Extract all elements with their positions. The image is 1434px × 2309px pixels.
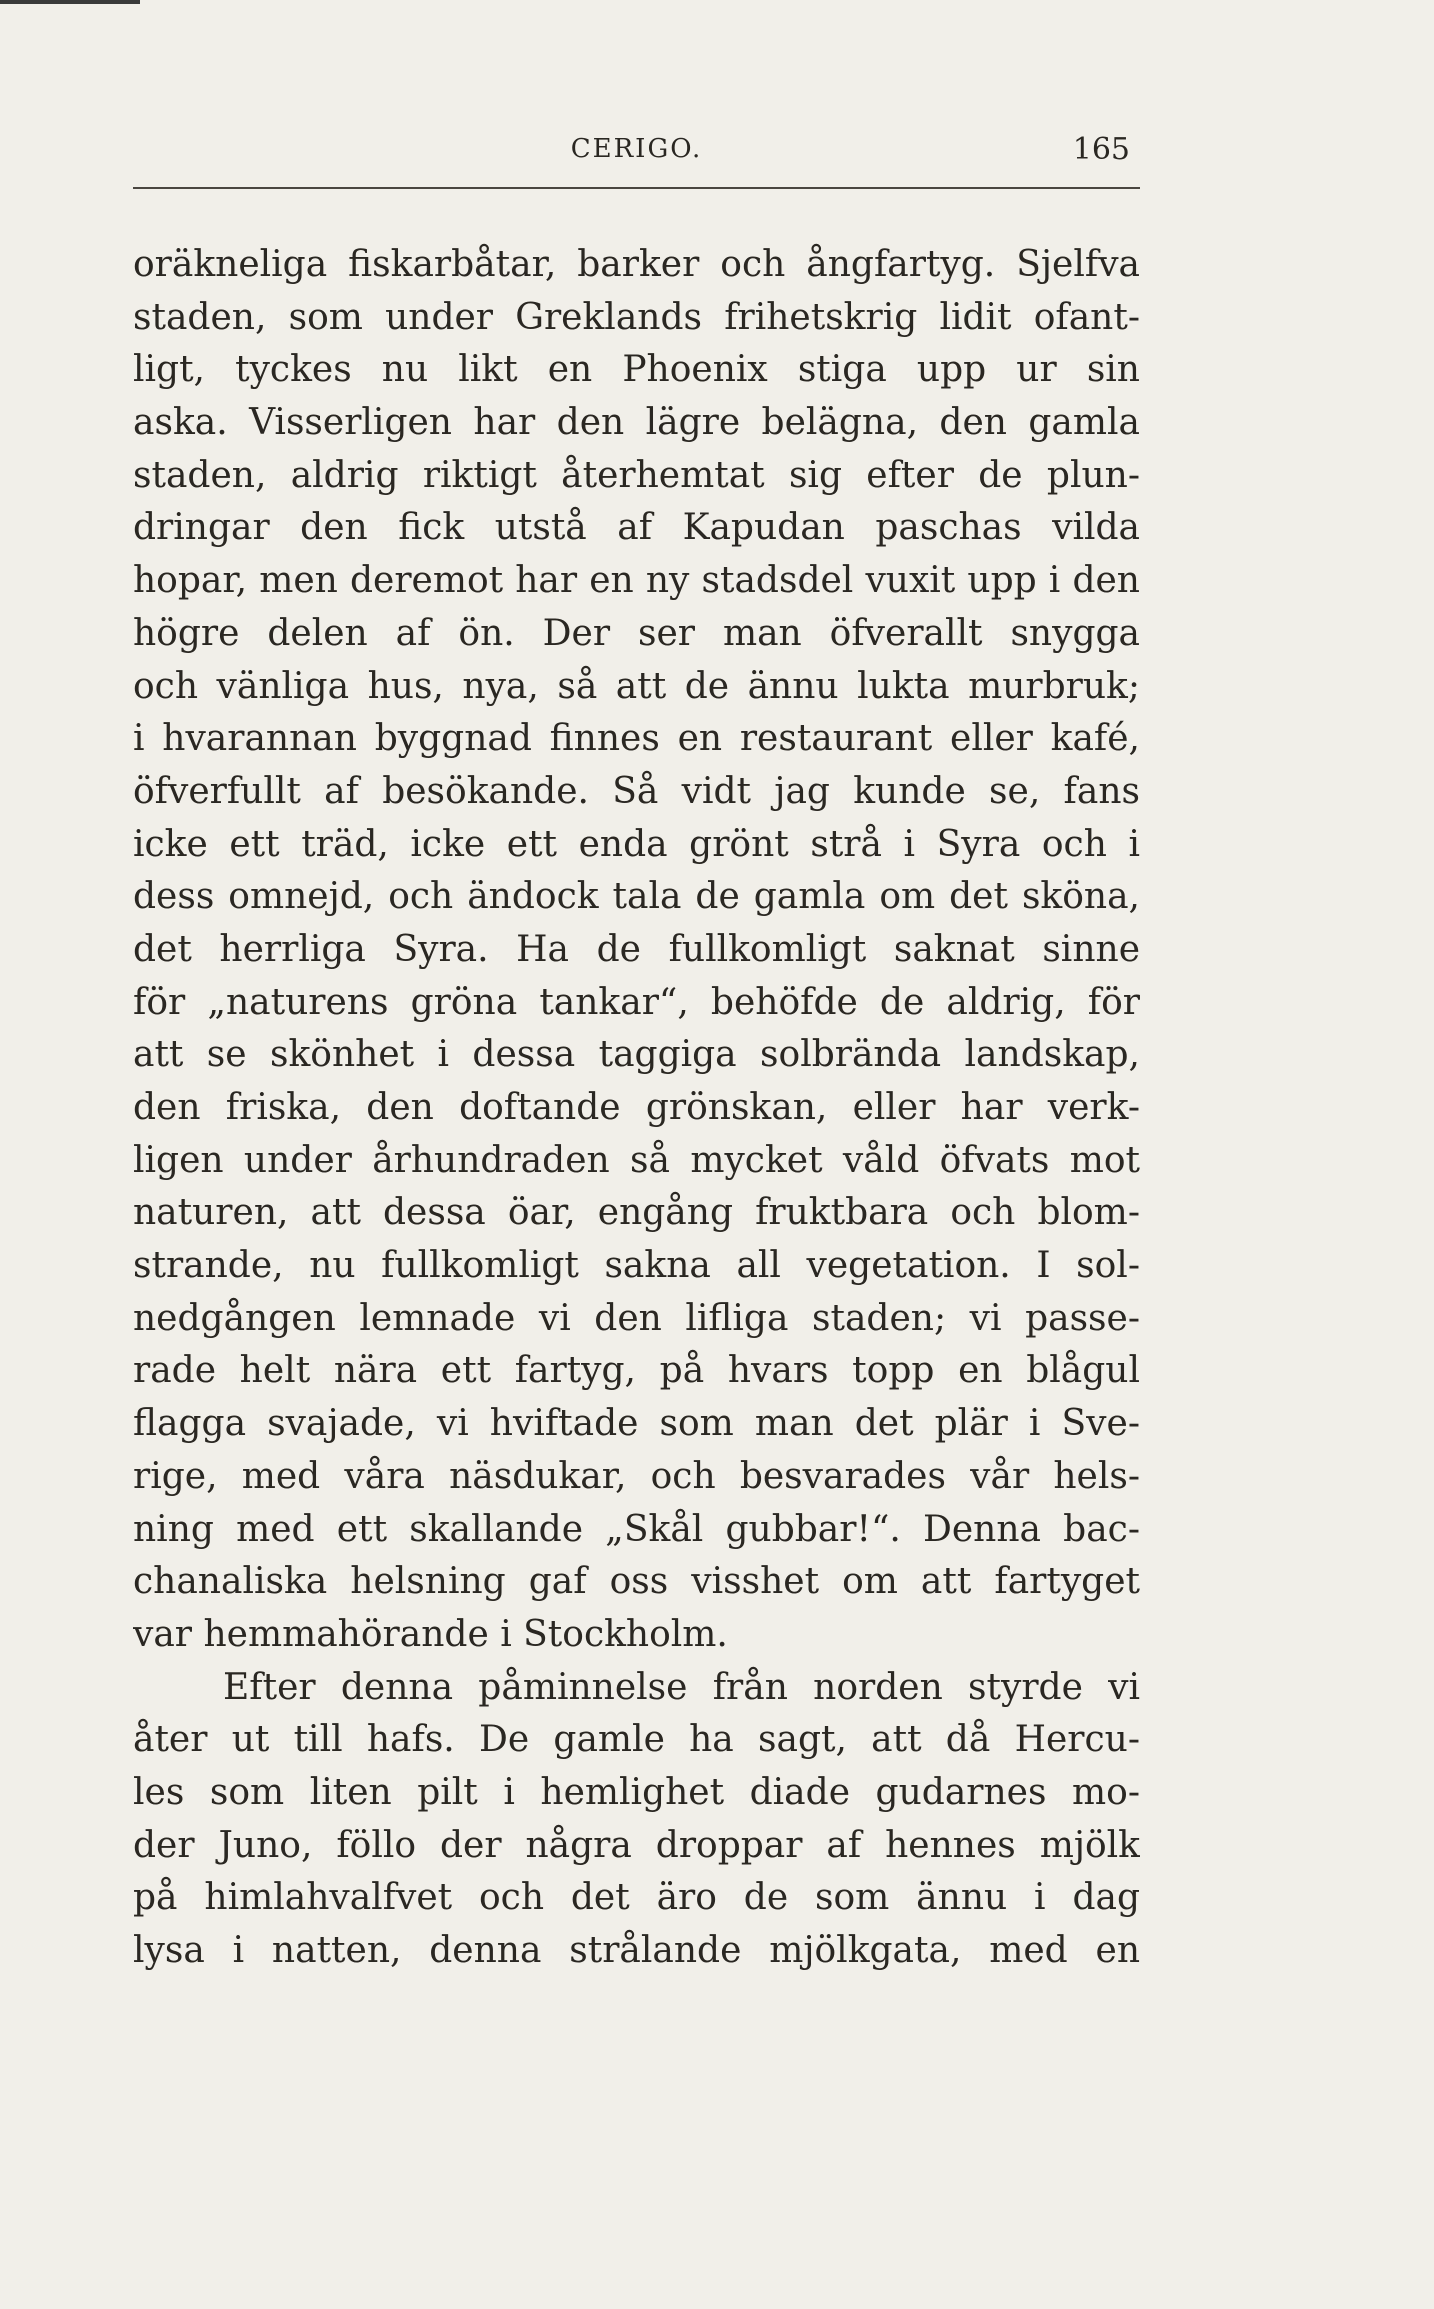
page-number: 165 (1072, 132, 1130, 167)
text-line: den friska, den doftande grönskan, eller har verk- (133, 1087, 1140, 1128)
text-line: lysa i natten, denna strålande mjölkgata, med en (133, 1930, 1140, 1971)
text-line: icke ett träd, icke ett enda grönt strå i Syra och i (133, 823, 1140, 865)
scan-edge-mark (0, 0, 140, 4)
text-line: staden, som under Greklands frihetskrig lidit ofant- (133, 296, 1140, 338)
text-line: staden, aldrig riktigt återhemtat sig efter de plun- (133, 454, 1140, 496)
text-line: oräkneliga fiskarbåtar, barker och ångfartyg. Sjelfva (133, 244, 1140, 285)
running-head: CERIGO. (570, 134, 703, 164)
text-line: aska. Visserligen har den lägre belägna, den gamla (133, 402, 1140, 444)
text-line: åter ut till hafs. De gamle ha sagt, att då Hercu- (133, 1719, 1140, 1761)
text-line: strande, nu fullkomligt sakna all vegetation. I sol- (133, 1245, 1140, 1287)
paragraph-start-line: Efter denna påminnelse från norden styrde vi (223, 1666, 1140, 1708)
text-line: rige, med våra näsdukar, och besvarades vår hels- (133, 1455, 1140, 1497)
text-line: och vänliga hus, nya, så att de ännu lukta murbruk; (133, 665, 1140, 707)
text-line: för „naturens gröna tankar“, behöfde de aldrig, för (133, 981, 1140, 1023)
page-header (133, 128, 1140, 178)
text-line: att se skönhet i dessa taggiga solbrända landskap, (133, 1034, 1140, 1076)
text-line: på himlahvalfvet och det äro de som ännu i dag (133, 1877, 1140, 1919)
paragraph-end-line: var hemmahörande i Stockholm. (133, 1613, 728, 1655)
header-rule (133, 187, 1140, 189)
text-line: chanaliska helsning gaf oss visshet om att fartyget (133, 1561, 1140, 1603)
text-line: naturen, att dessa öar, engång fruktbara och blom- (133, 1192, 1140, 1234)
text-line: ligt, tyckes nu likt en Phoenix stiga upp ur sin (133, 349, 1140, 391)
text-line: i hvarannan byggnad finnes en restaurant eller kafé, (133, 718, 1140, 760)
text-line: dringar den fick utstå af Kapudan paschas vilda (133, 507, 1140, 549)
body-text (133, 239, 1140, 1978)
text-line: der Juno, föllo der några droppar af hennes mjölk (133, 1824, 1140, 1866)
text-line: nedgången lemnade vi den lifliga staden; vi passe- (133, 1297, 1140, 1339)
text-line: högre delen af ön. Der ser man öfverallt snygga (133, 612, 1140, 654)
text-line: ning med ett skallande „Skål gubbar!“. Denna bac- (133, 1508, 1140, 1550)
text-line: flagga svajade, vi hviftade som man det plär i Sve- (133, 1403, 1140, 1445)
text-line: öfverfullt af besökande. Så vidt jag kunde se, fans (133, 770, 1140, 812)
text-line: hopar, men deremot har en ny stadsdel vuxit upp i den (133, 560, 1140, 602)
text-line: rade helt nära ett fartyg, på hvars topp en blågul (133, 1350, 1140, 1392)
text-line: ligen under århundraden så mycket våld öfvats mot (133, 1139, 1140, 1181)
text-line: det herrliga Syra. Ha de fullkomligt saknat sinne (133, 928, 1140, 970)
text-line: dess omnejd, och ändock tala de gamla om det sköna, (133, 876, 1140, 918)
text-line: les som liten pilt i hemlighet diade gudarnes mo- (133, 1771, 1140, 1813)
